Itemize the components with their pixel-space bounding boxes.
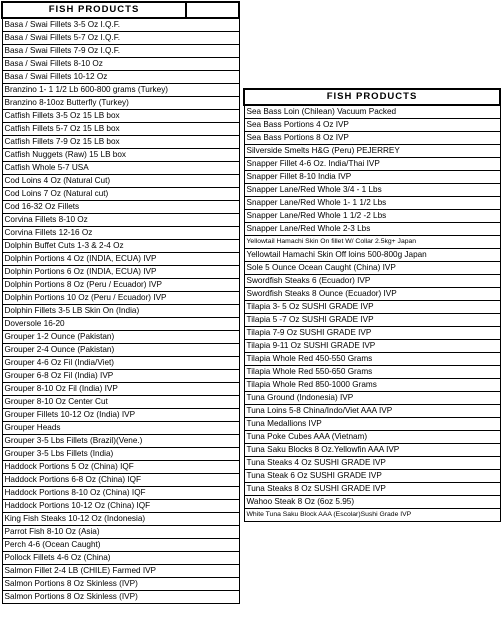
product-row (2, 188, 239, 201)
product-row (2, 396, 239, 409)
product-name: Salmon Portions 8 Oz Skinless (IVP) (2, 578, 239, 591)
product-row (2, 578, 239, 591)
product-row (244, 392, 500, 405)
product-row (244, 366, 500, 379)
product-row (2, 370, 239, 383)
product-name: Grouper 4-6 Oz Fil (India/Viet) (2, 357, 239, 370)
product-name: Basa / Swai Fillets 7-9 Oz I.Q.F. (2, 45, 239, 58)
product-row (2, 45, 239, 58)
product-name: Pollock Fillets 4-6 Oz (China) (2, 552, 239, 565)
product-row (2, 435, 239, 448)
product-row (244, 353, 500, 366)
product-name: Corvina Fillets 8-10 Oz (2, 214, 239, 227)
product-row (2, 32, 239, 45)
product-name: Sea Bass Loin (Chilean) Vacuum Packed (244, 105, 500, 119)
product-name: Haddock Portions 10-12 Oz (China) IQF (2, 500, 239, 513)
product-row (2, 110, 239, 123)
product-name: Snapper Lane/Red Whole 3/4 - 1 Lbs (244, 184, 500, 197)
product-row (2, 422, 239, 435)
product-row (244, 210, 500, 223)
product-name: Grouper 8-10 Oz Center Cut (2, 396, 239, 409)
product-name: Salmon Fillet 2-4 LB (CHILE) Farmed IVP (2, 565, 239, 578)
product-row (244, 249, 500, 262)
product-name: Perch 4-6 (Ocean Caught) (2, 539, 239, 552)
product-row (244, 184, 500, 197)
product-name: Tuna Poke Cubes AAA (Vietnam) (244, 431, 500, 444)
product-name: Snapper Fillet 8-10 India IVP (244, 171, 500, 184)
product-name: Dolphin Portions 4 Oz (INDIA, ECUA) IVP (2, 253, 239, 266)
product-name: Branzino 1- 1 1/2 Lb 600-800 grams (Turkey) (2, 84, 239, 97)
product-name: White Tuna Saku Block AAA (Escolar)Sushi Grade IVP (244, 509, 500, 522)
product-row (244, 405, 500, 418)
product-row (2, 448, 239, 461)
product-row (244, 340, 500, 353)
product-name: Corvina Fillets 12-16 Oz (2, 227, 239, 240)
product-name: Doversole 16-20 (2, 318, 239, 331)
product-name: Snapper Lane/Red Whole 2-3 Lbs (244, 223, 500, 236)
product-name: Sea Bass Portions 8 Oz IVP (244, 132, 500, 145)
product-name: Grouper 6-8 Oz Fil (India) IVP (2, 370, 239, 383)
product-name: Tuna Steak 6 Oz SUSHI GRADE IVP (244, 470, 500, 483)
product-name: Tilapia Whole Red 850-1000 Grams (244, 379, 500, 392)
product-row (2, 97, 239, 110)
product-row (2, 136, 239, 149)
product-name: Parrot Fish 8-10 Oz (Asia) (2, 526, 239, 539)
product-row (2, 18, 239, 32)
product-name: Tuna Loins 5-8 China/Indo/Viet AAA IVP (244, 405, 500, 418)
product-row (2, 149, 239, 162)
product-row (244, 483, 500, 496)
product-name: Tilapia 9-11 Oz SUSHI GRADE IVP (244, 340, 500, 353)
product-row (2, 357, 239, 370)
product-row (244, 496, 500, 509)
left-table-header-blank (186, 2, 239, 18)
product-row (244, 288, 500, 301)
product-row (2, 552, 239, 565)
product-row (2, 305, 239, 318)
left-fish-products-table (1, 1, 240, 604)
product-row (244, 457, 500, 470)
product-name: Sole 5 Ounce Ocean Caught (China) IVP (244, 262, 500, 275)
product-row (2, 266, 239, 279)
product-row (244, 223, 500, 236)
product-name: Snapper Fillet 4-6 Oz. India/Thai IVP (244, 158, 500, 171)
product-row (2, 214, 239, 227)
product-name: Haddock Portions 8-10 Oz (China) IQF (2, 487, 239, 500)
product-row (2, 201, 239, 214)
product-row (2, 565, 239, 578)
product-name: Tilapia 7-9 Oz SUSHI GRADE IVP (244, 327, 500, 340)
product-name: Grouper 2-4 Ounce (Pakistan) (2, 344, 239, 357)
product-row (244, 431, 500, 444)
left-table-body (2, 18, 239, 604)
product-row (2, 253, 239, 266)
product-name: Yellowtail Hamachi Skin On fillet W/ Collar 2.5kg+ Japan (244, 236, 500, 249)
product-name: Tilapia 5 -7 Oz SUSHI GRADE IVP (244, 314, 500, 327)
product-row (2, 500, 239, 513)
product-name: Dolphin Portions 10 Oz (Peru / Ecuador) IVP (2, 292, 239, 305)
product-name: Dolphin Portions 8 Oz (Peru / Ecuador) IVP (2, 279, 239, 292)
product-name: Grouper 3-5 Lbs Fillets (India) (2, 448, 239, 461)
product-row (2, 344, 239, 357)
product-row (2, 513, 239, 526)
right-table-body (244, 105, 500, 522)
product-name: Haddock Portions 5 Oz (China) IQF (2, 461, 239, 474)
product-name: Tuna Saku Blocks 8 Oz.Yellowfin AAA IVP (244, 444, 500, 457)
product-name: Swordfish Steaks 6 (Ecuador) IVP (244, 275, 500, 288)
product-name: Silverside Smelts H&G (Peru) PEJERREY (244, 145, 500, 158)
product-name: Yellowtail Hamachi Skin Off loins 500-800g Japan (244, 249, 500, 262)
product-name: Tilapia 3- 5 Oz SUSHI GRADE IVP (244, 301, 500, 314)
product-row (2, 409, 239, 422)
product-row (2, 526, 239, 539)
product-name: Catfish Fillets 7-9 Oz 15 LB box (2, 136, 239, 149)
product-name: Basa / Swai Fillets 8-10 Oz (2, 58, 239, 71)
product-row (2, 227, 239, 240)
product-row (244, 509, 500, 522)
product-row (2, 123, 239, 136)
left-table-header: FISH PRODUCTS (2, 2, 186, 18)
product-row (2, 292, 239, 305)
product-name: Sea Bass Portions 4 Oz IVP (244, 119, 500, 132)
right-fish-products-table (243, 88, 501, 522)
product-row (2, 279, 239, 292)
right-table-header: FISH PRODUCTS (244, 89, 500, 105)
product-name: Cod Loins 7 Oz (Natural cut) (2, 188, 239, 201)
product-name: Grouper 3-5 Lbs Fillets (Brazil)(Vene.) (2, 435, 239, 448)
product-name: Salmon Portions 8 Oz Skinless (IVP) (2, 591, 239, 604)
product-row (244, 301, 500, 314)
product-row (244, 379, 500, 392)
product-row (2, 240, 239, 253)
product-name: Catfish Fillets 3-5 Oz 15 LB box (2, 110, 239, 123)
product-name: Tuna Steaks 8 Oz SUSHI GRADE IVP (244, 483, 500, 496)
product-row (244, 158, 500, 171)
product-row (244, 314, 500, 327)
product-name: Tuna Steaks 4 Oz SUSHI GRADE IVP (244, 457, 500, 470)
product-name: Snapper Lane/Red Whole 1- 1 1/2 Lbs (244, 197, 500, 210)
product-row (2, 461, 239, 474)
product-row (2, 487, 239, 500)
product-name: Tilapia Whole Red 450-550 Grams (244, 353, 500, 366)
product-row (244, 197, 500, 210)
product-row (244, 418, 500, 431)
product-row (2, 84, 239, 97)
product-name: King Fish Steaks 10-12 Oz (Indonesia) (2, 513, 239, 526)
product-name: Dolphin Fillets 3-5 LB Skin On (India) (2, 305, 239, 318)
product-name: Basa / Swai Fillets 5-7 Oz I.Q.F. (2, 32, 239, 45)
product-row (2, 162, 239, 175)
product-name: Catfish Whole 5-7 USA (2, 162, 239, 175)
product-name: Haddock Portions 6-8 Oz (China) IQF (2, 474, 239, 487)
product-name: Cod Loins 4 Oz (Natural Cut) (2, 175, 239, 188)
product-row (2, 71, 239, 84)
product-row (244, 145, 500, 158)
product-name: Tuna Medallions IVP (244, 418, 500, 431)
product-name: Basa / Swai Fillets 3-5 Oz I.Q.F. (2, 18, 239, 32)
product-name: Wahoo Steak 8 Oz (6oz 5.95) (244, 496, 500, 509)
product-name: Tuna Ground (Indonesia) IVP (244, 392, 500, 405)
product-name: Grouper Fillets 10-12 Oz (India) IVP (2, 409, 239, 422)
product-name: Grouper 8-10 Oz Fil (India) IVP (2, 383, 239, 396)
product-name: Tilapia Whole Red 550-650 Grams (244, 366, 500, 379)
product-row (244, 105, 500, 119)
product-row (244, 262, 500, 275)
product-row (2, 383, 239, 396)
product-row (244, 444, 500, 457)
product-name: Grouper 1-2 Ounce (Pakistan) (2, 331, 239, 344)
product-name: Snapper Lane/Red Whole 1 1/2 -2 Lbs (244, 210, 500, 223)
product-row (244, 327, 500, 340)
product-name: Basa / Swai Fillets 10-12 Oz (2, 71, 239, 84)
product-row (244, 171, 500, 184)
product-name: Swordfish Steaks 8 Ounce (Ecuador) IVP (244, 288, 500, 301)
product-row (2, 539, 239, 552)
product-name: Catfish Fillets 5-7 Oz 15 LB box (2, 123, 239, 136)
product-row (244, 132, 500, 145)
product-name: Catfish Nuggets (Raw) 15 LB box (2, 149, 239, 162)
product-row (244, 119, 500, 132)
product-row (2, 58, 239, 71)
product-name: Dolphin Portions 6 Oz (INDIA, ECUA) IVP (2, 266, 239, 279)
product-row (244, 470, 500, 483)
product-row (2, 331, 239, 344)
product-name: Grouper Heads (2, 422, 239, 435)
product-row (2, 591, 239, 604)
product-row (2, 318, 239, 331)
product-row (2, 474, 239, 487)
product-name: Branzino 8-10oz Butterfly (Turkey) (2, 97, 239, 110)
product-row (244, 236, 500, 249)
product-row (244, 275, 500, 288)
product-name: Dolphin Buffet Cuts 1-3 & 2-4 Oz (2, 240, 239, 253)
product-row (2, 175, 239, 188)
product-name: Cod 16-32 Oz Fillets (2, 201, 239, 214)
